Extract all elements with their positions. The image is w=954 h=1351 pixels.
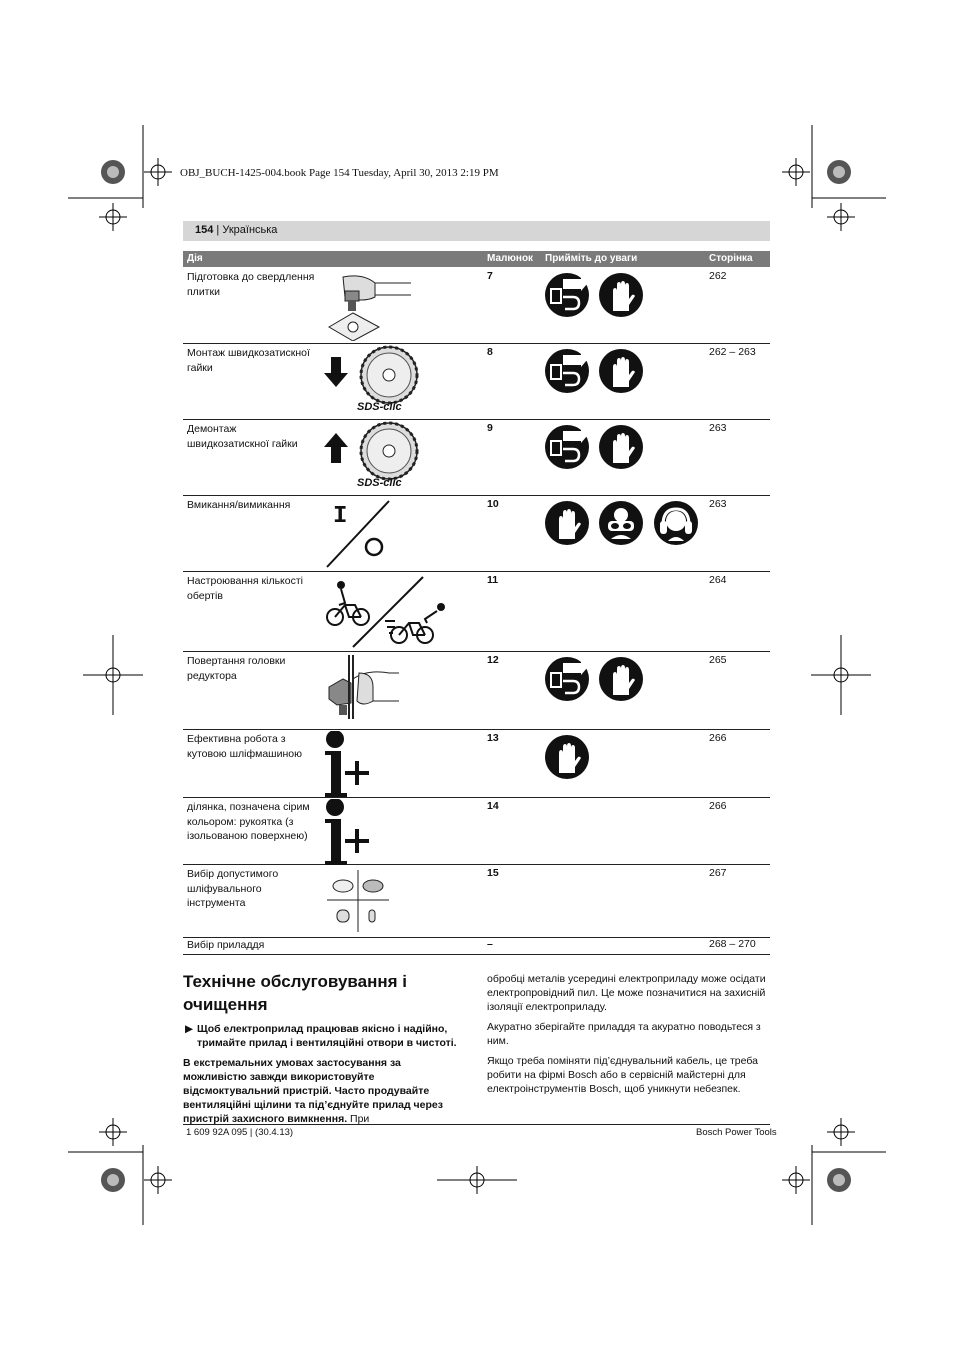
bullet-triangle-icon: ▶ [185, 1023, 194, 1035]
ear-protection-icon [654, 501, 698, 545]
gloves-icon [599, 425, 643, 469]
table-row [183, 864, 770, 938]
col-header-figure: Малюнок [487, 253, 534, 264]
page-number: 154 [195, 224, 214, 236]
right-column [487, 972, 770, 1102]
row-action: Повертання головки редуктора [187, 655, 286, 682]
grinding-tools-picture [323, 866, 393, 934]
row-figure: 15 [487, 867, 499, 879]
row-page: 268 – 270 [709, 938, 756, 950]
language-label: Українська [222, 224, 278, 236]
warning-tail: При [347, 1113, 370, 1125]
row-figure: 11 [487, 574, 499, 586]
page-header: 154 | Українська [195, 224, 278, 236]
table-row [183, 495, 770, 572]
row-figure: 13 [487, 732, 499, 744]
row-action: Ефективна робота з кутовою шліфмашиною [187, 733, 302, 760]
sds-clic-logo: SDS-clic [357, 477, 402, 489]
footer-brand: Bosch Power Tools [696, 1127, 777, 1138]
row-action: Демонтаж швидкозатискної гайки [187, 423, 298, 450]
table-row [183, 651, 770, 730]
row-notes [545, 501, 704, 550]
row-page: 263 [709, 422, 727, 434]
row-action: Настроювання кількості обертів [187, 575, 304, 602]
section-title: Технічне обслуговування і очищення [183, 972, 407, 1014]
row-page: 265 [709, 654, 727, 666]
row-action: Монтаж швидкозатискної гайки [187, 347, 310, 374]
col-header-action: Дія [187, 253, 203, 264]
switch-on-symbol: I [333, 503, 348, 530]
row-notes [545, 657, 649, 706]
unplug-icon [545, 273, 589, 317]
table-row [183, 571, 770, 652]
info-plus-icon [323, 731, 383, 797]
left-column [183, 1022, 465, 1132]
gloves-icon [599, 349, 643, 393]
row-notes [545, 425, 649, 474]
row-page: 266 [709, 732, 727, 744]
table-header [183, 251, 770, 267]
row-action: ділянка, позначена сірим кольором: рукоятка (з ізольованою поверхнею) [187, 801, 310, 842]
table-row [183, 937, 770, 955]
col-header-page: Сторінка [709, 253, 753, 264]
info-plus-icon [323, 799, 383, 865]
warning-text: В екстремальних умовах застосування за можливістю завжди використовуйте відсмоктувальний пристрій. Часто продувайте вентиляційні щілини та під’єднуйте прилад через пристрій захисного вимкнення. [183, 1057, 443, 1125]
gear-head-rotate-picture [323, 653, 413, 727]
bullet-text: Щоб електроприлад працював якісно і надійно, тримайте прилад і вентиляційні отвори в чистоті. [197, 1023, 457, 1049]
footer-doc-number: 1 609 92A 095 | (30.4.13) [186, 1127, 294, 1138]
goggles-icon [599, 501, 643, 545]
tile-drilling-picture [323, 269, 413, 341]
row-page: 264 [709, 574, 727, 586]
row-page: 267 [709, 867, 727, 879]
unplug-icon [545, 349, 589, 393]
row-notes [545, 349, 649, 398]
speed-bicycle-icon [323, 573, 453, 649]
table-row [183, 729, 770, 798]
table-row [183, 797, 770, 865]
table-row [183, 419, 770, 496]
paragraph: Якщо треба поміняти під’єднувальний кабель, це треба робити на фірмі Bosch або в сервісній майстерні для електроінструментів Bosch, щоб уникнути небезпек. [487, 1055, 758, 1095]
paragraph: обробці металів усередині електроприладу може осідати електропровідний пил. Це може позначитися на захисній ізоляції електроприладу. [487, 973, 766, 1013]
table-row [183, 267, 770, 344]
print-info: OBJ_BUCH-1425-004.book Page 154 Tuesday, April 30, 2013 2:19 PM [180, 167, 499, 179]
table-row [183, 343, 770, 420]
row-action: Вибір допустимого шліфувального інструмента [187, 868, 279, 909]
gloves-icon [545, 501, 589, 545]
row-page: 263 [709, 498, 727, 510]
gloves-icon [545, 735, 589, 779]
gloves-icon [599, 273, 643, 317]
row-action: Вибір приладдя [187, 939, 265, 951]
row-figure: 10 [487, 498, 499, 510]
row-figure: 9 [487, 422, 493, 434]
row-page: 262 [709, 270, 727, 282]
row-figure: 7 [487, 270, 493, 282]
footer-divider [183, 1124, 770, 1125]
row-figure: 12 [487, 654, 499, 666]
unplug-icon [545, 657, 589, 701]
unplug-icon [545, 425, 589, 469]
sds-clic-logo: SDS-clic [357, 401, 402, 413]
row-figure: 8 [487, 346, 493, 358]
paragraph: Акуратно зберігайте приладдя та акуратно поводьтеся з ним. [487, 1021, 761, 1047]
row-action: Підготовка до свердлення плитки [187, 271, 315, 298]
row-notes [545, 273, 649, 322]
row-action: Вмикання/вимикання [187, 499, 291, 511]
gloves-icon [599, 657, 643, 701]
arrow-down-icon [324, 357, 348, 387]
row-figure: 14 [487, 800, 499, 812]
col-header-notes: Прийміть до уваги [545, 253, 638, 264]
row-figure: – [487, 938, 493, 950]
row-page: 266 [709, 800, 727, 812]
row-page: 262 – 263 [709, 346, 756, 358]
row-notes [545, 735, 595, 784]
arrow-up-icon [324, 433, 348, 463]
